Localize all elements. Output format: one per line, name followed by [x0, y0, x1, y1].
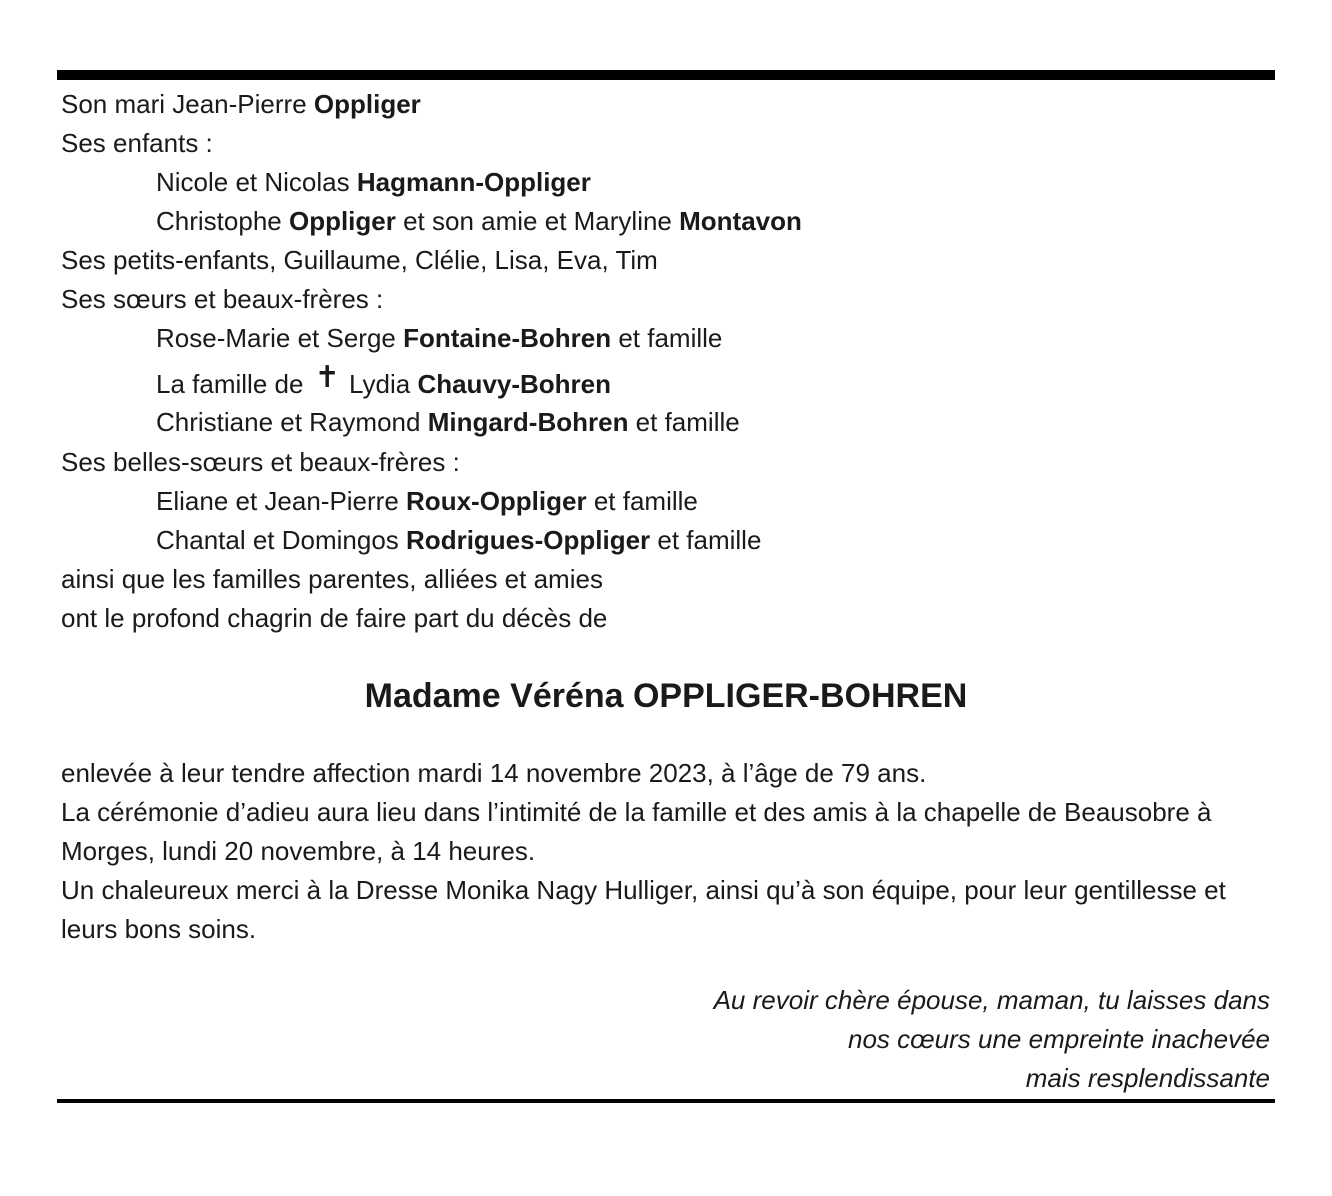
sibling-3-surname: Mingard-Bohren: [427, 407, 629, 437]
sibling-line-2: [156, 361, 612, 403]
inlaw-1-suffix: et famille: [586, 486, 698, 516]
grandchildren-line: Ses petits-enfants, Guillaume, Clélie, Lisa, Eva, Tim: [61, 245, 658, 275]
sibling-2-surname: Chauvy-Bohren: [417, 369, 612, 399]
sibling-1-suffix: et famille: [611, 323, 723, 353]
body-paragraph-1: enlevée à leur tendre affection mardi 14 novembre 2023, à l’âge de 79 ans.: [61, 758, 927, 788]
inlaws-label: Ses belles-sœurs et beaux-frères :: [61, 447, 460, 477]
sibling-line-1: [156, 319, 722, 358]
body-paragraph-2: La cérémonie d’adieu aura lieu dans l’intimité de la famille et des amis à la chapelle de Beausobre à Morges, lundi 20 novembre, à 14 heures.: [61, 797, 1212, 866]
inlaw-line-1: [156, 482, 698, 521]
sibling-1-prefix: Rose-Marie et Serge: [156, 323, 404, 353]
husband-surname: Oppliger: [313, 89, 421, 119]
closing-line-1: Au revoir chère épouse, maman, tu laisses dans: [713, 985, 1270, 1015]
child-1-prefix: Nicole et Nicolas: [156, 167, 357, 197]
sibling-1-surname: Fontaine-Bohren: [403, 323, 612, 353]
inlaw-2-prefix: Chantal et Domingos: [156, 525, 407, 555]
child-2-middle: et son amie et Maryline: [395, 206, 680, 236]
sibling-2-prefix: La famille de: [156, 369, 311, 399]
inlaw-line-2: [156, 521, 761, 560]
sibling-2-prefix2: Lydia: [341, 369, 418, 399]
body-paragraph-3: Un chaleureux merci à la Dresse Monika Nagy Hulliger, ainsi qu’à son équipe, pour leur gentillesse et leurs bons soins.: [61, 875, 1226, 944]
siblings-label: Ses sœurs et beaux-frères :: [61, 284, 384, 314]
closing-line-2: nos cœurs une empreinte inachevée: [847, 1024, 1270, 1054]
closing-verse: [714, 981, 1270, 1098]
cross-icon: ✝: [314, 361, 340, 394]
inlaw-2-suffix: et famille: [650, 525, 762, 555]
sibling-line-3: [156, 403, 740, 442]
husband-line: [61, 85, 421, 124]
inlaw-1-surname: Roux-Oppliger: [406, 486, 587, 516]
husband-prefix: Son mari Jean-Pierre: [61, 89, 314, 119]
closing-line-3: mais resplendissante: [1025, 1063, 1270, 1093]
bottom-border-rule: [57, 1099, 1275, 1103]
children-label: Ses enfants :: [61, 128, 213, 158]
inlaw-2-surname: Rodrigues-Oppliger: [406, 525, 651, 555]
child-2-prefix: Christophe: [156, 206, 289, 236]
child-1-surname: Hagmann-Oppliger: [356, 167, 591, 197]
announcement-line: ont le profond chagrin de faire part du décès de: [61, 603, 608, 633]
relatives-line: ainsi que les familles parentes, alliées et amies: [61, 564, 603, 594]
child-line-1: [156, 163, 591, 202]
deceased-name: Madame Véréna OPPLIGER-BOHREN: [364, 677, 968, 715]
top-border-rule: [57, 70, 1275, 80]
inlaw-1-prefix: Eliane et Jean-Pierre: [156, 486, 407, 516]
sibling-3-suffix: et famille: [628, 407, 740, 437]
sibling-3-prefix: Christiane et Raymond: [156, 407, 428, 437]
child-line-2: [156, 202, 802, 241]
obituary-body: [61, 754, 1261, 949]
child-2-surname: Oppliger: [288, 206, 396, 236]
child-2-surname2: Montavon: [679, 206, 802, 236]
